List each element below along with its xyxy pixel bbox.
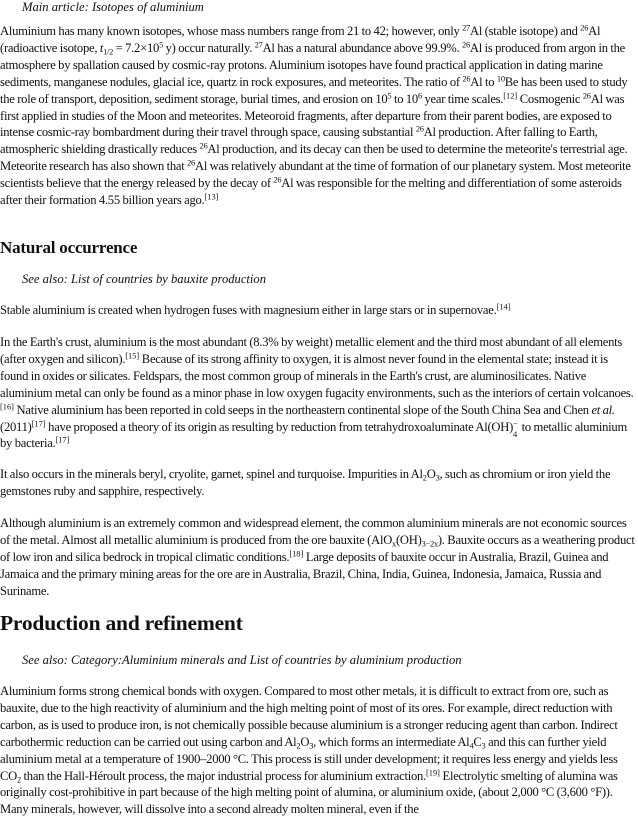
subscript: 2 [422,473,427,483]
text-run: C [473,734,482,749]
text-run: Al (radioactive isotope, [0,24,601,55]
text-run: Al to [470,74,497,89]
superscript: 5 [387,91,392,101]
text-run: Be has been used to study the role of transport, deposition, sediment storage, burial times, and erosion on 10 [0,74,628,106]
subscript: 3−2x [421,539,438,549]
text-run: and this can further yield aluminium metal at a temperature of 1900–2000 °C. This process is still under development; it requires less energy and yields less CO [0,734,618,783]
subscript: 2 [296,741,301,751]
citation-reference[interactable]: [16] [0,402,14,412]
text-run: (OH) [395,532,422,547]
text-run: Al has a natural abundance above 99.9%. [262,40,463,55]
citation-reference[interactable]: [17] [31,419,46,429]
text-run: Al was responsible for the melting and differentiation of some asteroids after their formation 4.55 billion years ago. [0,176,622,208]
text-run: y) occur naturally. [163,40,255,55]
superscript: 27 [254,40,263,50]
text-run: Aluminium has many known isotopes, whose mass numbers range from 21 to 42; however, only [0,24,463,38]
paragraph-stable-aluminium [0,302,636,319]
subscript: 3 [435,473,440,483]
italic-text: et al. [591,402,615,417]
citation-reference[interactable]: [15] [125,351,140,361]
hatnote-main-article: Main article: Isotopes of aluminium [22,0,204,14]
heading-production-refinement: Production and refinement [0,611,243,635]
citation-reference[interactable]: [13] [204,192,219,202]
text-run: Al was relatively abundant at the time of formation of our planetary system. Most meteorite scientists believe that the energy released by the decay of [0,159,631,191]
italic-text: t [99,40,104,55]
text-run: Although aluminium is an extremely common and widespread element, the common aluminium minerals are not economic sources of the metal. Almost all metallic aluminium is produced from the ore bauxite (AlO [0,516,627,547]
superscript: 26 [462,40,470,50]
text-run: Electrolytic smelting of alumina was originally cost-prohibitive in part because of the high melting point of alumina, or aluminium oxide, (about 2,000 °C (3,600 °F)). Many minerals, however, will dissolve into a second already molten mineral, even if the [0,768,618,817]
text-run: Because of its strong affinity to oxygen, it is almost never found in the elemental state; instead it is found in oxides or silicates. Feldspars, the most common group of minerals in the Earth's crust, are aluminosilicates. Native aluminium metal can only be found as a minor phase in low oxygen fugacity environments, such as the interiors of certain volcanoes. [0,351,634,400]
superscript: 27 [462,23,470,33]
charge-superscript: − [513,418,518,428]
superscript: 26 [415,124,424,134]
text-run: (2011) [0,419,32,434]
subscript: 4 [469,741,474,751]
superscript: 26 [187,158,195,168]
text-run: Aluminium forms strong chemical bonds with oxygen. Compared to most other metals, it is difficult to extract from ore, such as bauxite, due to the high reactivity of aluminium and the high melting point of most of its ores. For example, direct reduction with carbon, as is used to produce iron, is not chemically possible because aluminium is a stronger reducing agent than carbon. Indirect carbothermic reduction can be carried out using carbon and Al [0,684,618,749]
text-run: than the Hall-Héroult process, the major industrial process for aluminium extraction. [20,768,426,783]
paragraph-minerals [0,466,636,500]
text-run: have proposed a theory of its origin as resulting by reduction from tetrahydroxoaluminate Al(OH) [45,419,514,434]
hatnote-bauxite: See also: List of countries by bauxite production [22,272,267,286]
citation-reference[interactable]: [17] [55,435,70,445]
superscript: 10 [496,74,505,84]
paragraph-earth-crust [0,334,636,452]
text-run: It also occurs in the minerals beryl, cryolite, garnet, spinel and turquoise. Impurities in Al [0,467,423,481]
text-run: = 7.2×10 [113,40,160,55]
count-subscript: 4 [513,429,517,439]
superscript: 26 [462,74,471,84]
subscript: x [392,539,396,549]
subscript: 3 [309,741,314,751]
superscript: 26 [580,23,589,33]
ion-charge-notation [513,418,519,439]
citation-reference[interactable]: [14] [496,302,511,312]
text-run: O [300,734,310,749]
citation-reference[interactable]: [19] [425,768,440,778]
paragraph-isotopes [0,23,636,209]
citation-reference[interactable]: [18] [289,549,304,559]
superscript: 26 [582,91,591,101]
superscript: 6 [417,91,422,101]
superscript: 5 [159,40,163,50]
paragraph-bauxite [0,515,636,600]
paragraph-production [0,683,636,818]
text-run: Stable aluminium is created when hydrogen fuses with magnesium either in large stars or in supernovae. [0,303,497,317]
heading-natural-occurrence: Natural occurrence [0,238,138,257]
text-run: year time scales. [421,91,504,106]
text-run: Al production. After falling to Earth, atmospheric shielding drastically reduces [0,125,598,157]
text-run: , which forms an intermediate Al [313,734,470,749]
text-run: Native aluminium has been reported in cold seeps in the northeastern continental slope of the South China Sea and Chen [13,402,592,417]
subscript: 3 [481,741,486,751]
hatnote-production: See also: Category:Aluminium minerals and List of countries by aluminium production [22,653,462,667]
subscript: 2 [17,775,21,785]
text-run: Cosmogenic [517,91,583,106]
text-run: ). Bauxite occurs as a weathering product of low iron and silica bedrock in tropical climatic conditions. [0,532,635,564]
text-run: Al production, and its decay can then be used to determine the meteorite's terrestrial age. Meteorite research has also shown that [0,142,628,174]
text-run: O [426,467,436,481]
text-run: In the Earth's crust, aluminium is the most abundant (8.3% by weight) metallic element and the third most abundant of all elements (after oxygen and silicon). [0,335,623,366]
text-run: Al was first applied in studies of the Moon and meteorites. Meteoroid fragments, after departure from their parent bodies, are exposed to intense cosmic-ray bombardment during their travel through space, causing substantial [0,91,625,140]
superscript: 26 [273,175,282,185]
subscript: 1/2 [103,47,114,57]
citation-reference[interactable]: [12] [503,91,518,101]
text-run: Al is produced from argon in the atmosphere by spallation caused by cosmic-ray protons. Aluminium isotopes have found practical application in dating marine sediments, manganese nodules, glacial ice, quartz in rock exposures, and meteorites. The ratio of [0,40,625,89]
text-run: Al (stable isotope) and [469,24,581,38]
text-run: , such as chromium or iron yield the gemstones ruby and sapphire, respectively. [0,467,611,498]
text-run: to 10 [391,91,418,106]
text-run: to metallic aluminium by bacteria. [0,419,628,451]
superscript: 26 [199,141,208,151]
text-run: Large deposits of bauxite occur in Australia, Brazil, Guinea and Jamaica and the primary mining areas for the ore are in Australia, Brazil, China, India, Guinea, Indonesia, Jamaica, Russia and Suriname. [0,549,609,598]
